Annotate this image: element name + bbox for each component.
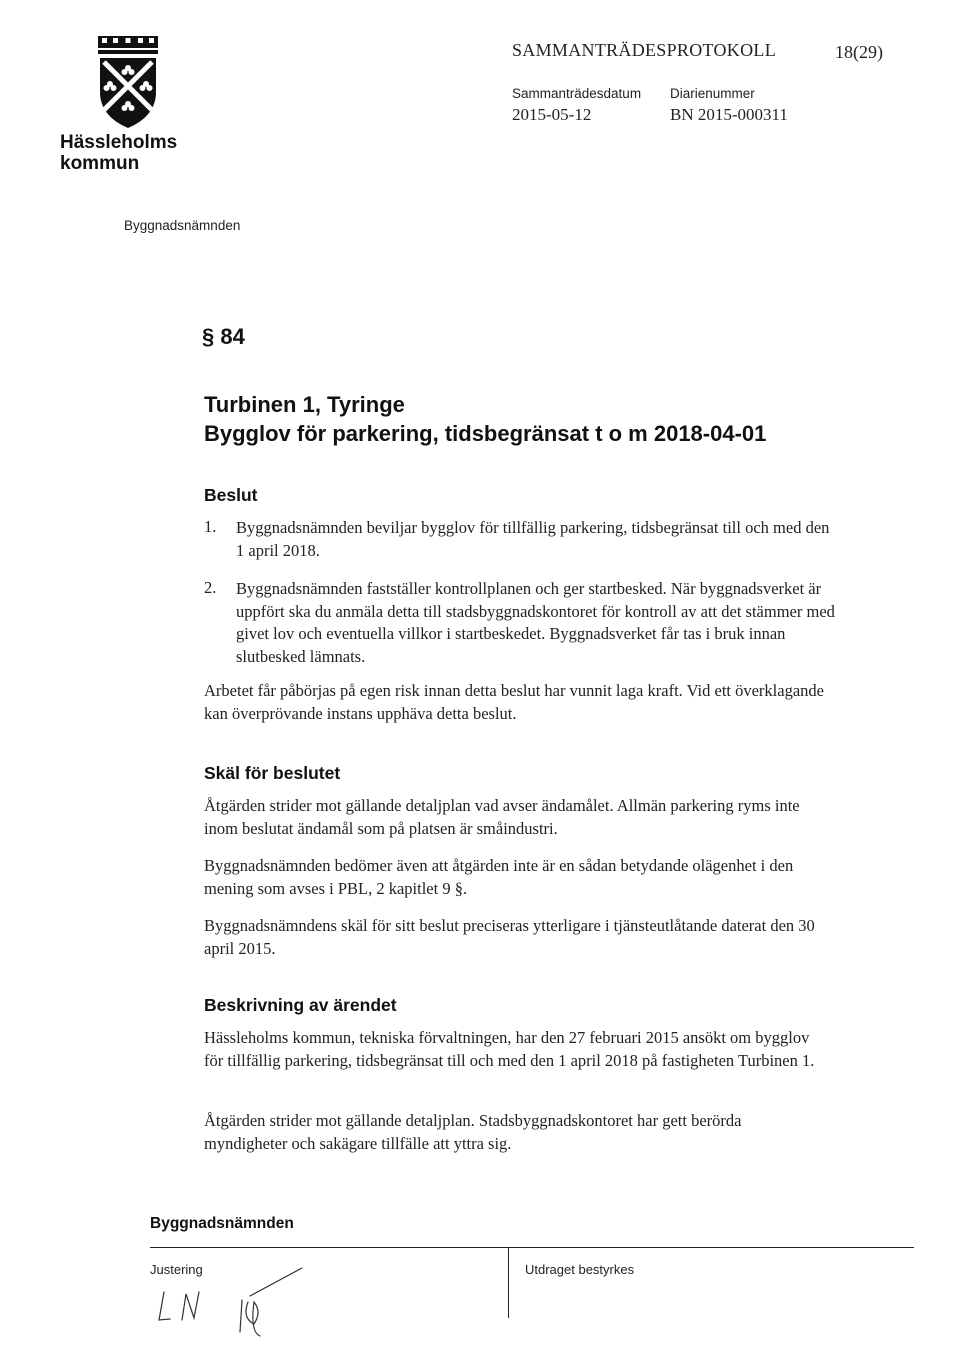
meeting-date-label: Sammanträdesdatum xyxy=(512,86,642,101)
decision-item-text: Byggnadsnämnden beviljar bygglov för tillfällig parkering, tidsbegränsat till och med den 1 april 2018. xyxy=(236,518,830,560)
decision-paragraph: Arbetet får påbörjas på egen risk innan detta beslut har vunnit laga kraft. Vid ett överklagande kan överprövande instans upphäva detta beslut. xyxy=(204,681,824,723)
description-heading: Beskrivning av ärendet xyxy=(204,995,397,1015)
municipality-crest-icon xyxy=(96,34,160,130)
reasons-paragraph: Åtgärden strider mot gällande detaljplan vad avser ändamålet. Allmän parkering ryms inte inom beslutat ändamål som på platsen är småindustri. xyxy=(204,796,800,838)
description-paragraph: Åtgärden strider mot gällande detaljplan. Stadsbyggnadskontoret har gett berörda myndigheter och sakägare tillfälle att yttra sig. xyxy=(204,1111,742,1153)
diary-number: BN 2015-000311 xyxy=(670,105,788,124)
committee-header: Byggnadsnämnden xyxy=(124,218,241,233)
case-title: Turbinen 1, Tyringe xyxy=(204,392,405,417)
municipality-name xyxy=(60,132,200,174)
decision-item-number: 2. xyxy=(204,578,217,597)
reasons-heading: Skäl för beslutet xyxy=(204,763,341,783)
footer-divider xyxy=(150,1247,914,1248)
description-paragraph: Hässleholms kommun, tekniska förvaltningen, har den 27 februari 2015 ansökt om bygglov för tillfällig parkering, tidsbegränsat till och med den 1 april 2018 på fastigheten Turbinen 1. xyxy=(204,1028,815,1070)
utdraget-label: Utdraget bestyrkes xyxy=(525,1262,635,1277)
reasons-paragraph: Byggnadsnämndens skäl för sitt beslut preciseras ytterligare i tjänsteutlåtande daterat den 30 april 2015. xyxy=(204,916,815,958)
municipality-name-line1: Hässleholms xyxy=(60,132,178,153)
page-number: 18(29) xyxy=(835,42,883,62)
justering-label: Justering xyxy=(150,1262,203,1277)
footer-committee: Byggnadsnämnden xyxy=(150,1215,294,1232)
decision-item-text: Byggnadsnämnden fastställer kontrollplanen och ger startbesked. När byggnadsverket är uppfört ska du anmäla detta till stadsbyggnadskontoret för kontroll av att det stämmer med givet lov och eventuella villkor i startbeskedet. Byggnadsverket får tas i bruk innan slutbesked lämnats. xyxy=(236,579,835,666)
diary-number-label: Diarienummer xyxy=(670,86,755,101)
beslut-heading: Beslut xyxy=(204,485,258,505)
paragraph-number: § 84 xyxy=(202,324,245,349)
decision-item-number: 1. xyxy=(204,517,217,536)
case-subtitle: Bygglov för parkering, tidsbegränsat t o m 2018-04-01 xyxy=(204,421,767,446)
meeting-date: 2015-05-12 xyxy=(512,105,592,124)
signature-initials-icon xyxy=(150,1262,310,1346)
reasons-paragraph: Byggnadsnämnden bedömer även att åtgärden inte är en sådan betydande olägenhet i den mening som avses i PBL, 2 kapitlet 9 §. xyxy=(204,856,794,898)
municipality-name-line2: kommun xyxy=(60,153,140,174)
footer-column-divider xyxy=(508,1248,509,1318)
document-type: SAMMANTRÄDESPROTOKOLL xyxy=(512,40,776,60)
